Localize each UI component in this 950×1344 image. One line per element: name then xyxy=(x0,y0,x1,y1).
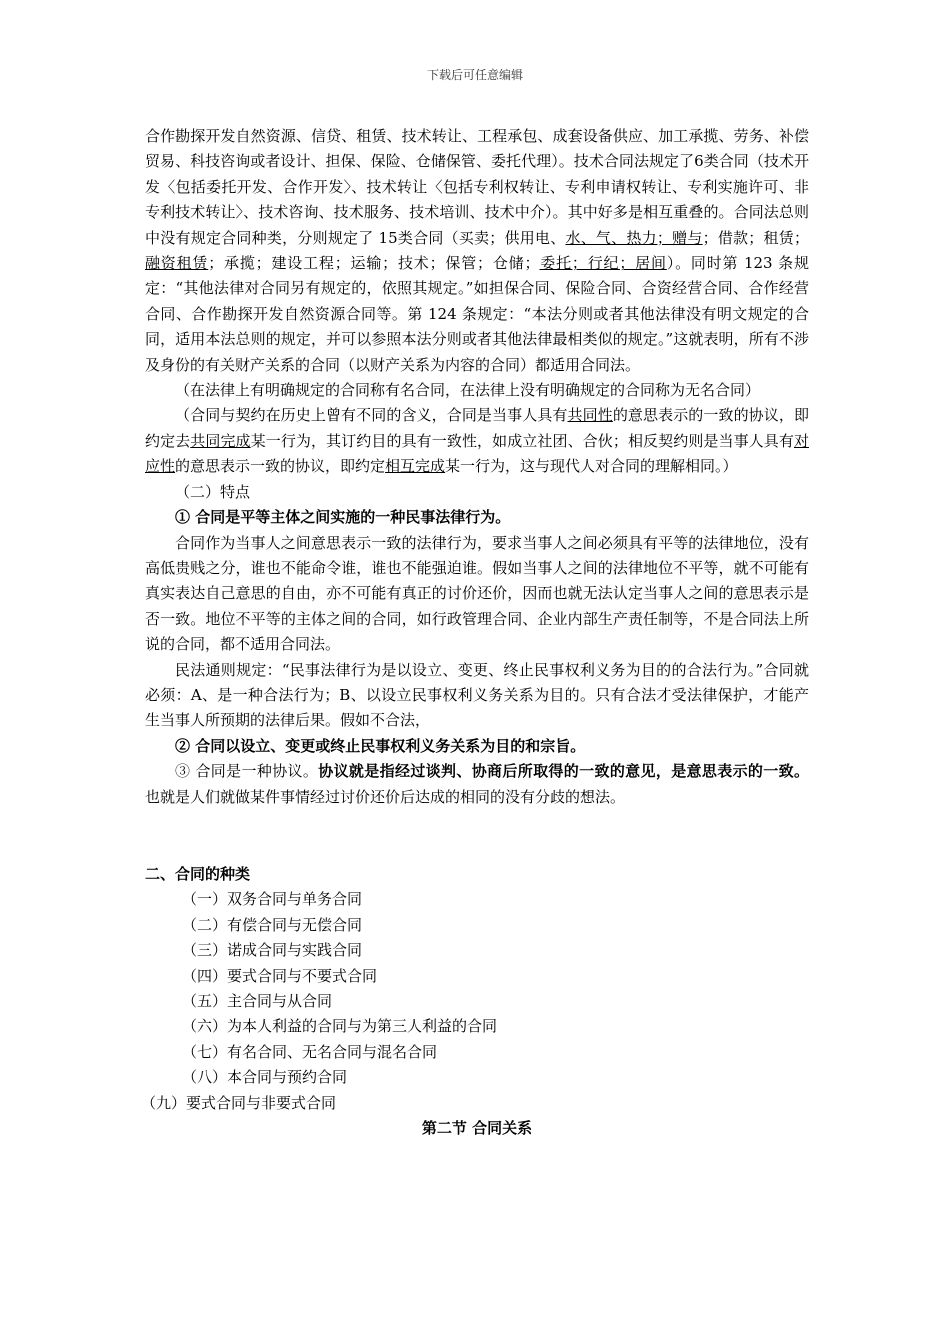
text-run: 的意思表示一致的协议，即约定 xyxy=(175,457,386,476)
paragraph-contract-vs-agreement xyxy=(145,403,809,479)
feature-2-title: ② 合同以设立、变更或终止民事权利义务关系为目的和宗旨。 xyxy=(175,736,586,755)
text-run: 某一行为，其订约目的具有一致性，如成立社团、合伙；相反契约则是当事人具有 xyxy=(250,431,794,450)
list-item: （四）要式合同与不要式合同 xyxy=(182,966,378,985)
text-run: 某一行为，这与现代人对合同的理解相同。） xyxy=(445,457,738,476)
list-item: （三）诺成合同与实践合同 xyxy=(182,941,363,960)
text-run: 的意思表示的一致的协议，即约定去 xyxy=(145,406,809,450)
paragraph-contract-categories xyxy=(145,124,809,378)
paragraph-named-contracts: （在法律上有明确规定的合同称有名合同，在法律上没有明确规定的合同称为无名合同） xyxy=(175,381,761,400)
paragraph-equal-parties: 合同作为当事人之间意思表示一致的法律行为，要求当事人之间必须具有平等的法律地位，没有高低贵贱之分，谁也不能命令谁，谁也不能强迫谁。假如当事人之间的法律地位不平等，就不可能有真实表达自己意思的自由，亦不可能有真正的讨价还价，因而也就无法认定当事人之间的意思表示是否一致。地位不平等的主体之间的合同，如行政管理合同、企业内部生产责任制等，不是合同法上所说的合同，都不适用合同法。 xyxy=(145,533,809,654)
text-run: ；借款；租赁； xyxy=(702,228,809,247)
feature-1-title: ① 合同是平等主体之间实施的一种民事法律行为。 xyxy=(175,508,511,527)
text-run: ；承揽；建设工程；运输；技术；保管；仓储； xyxy=(208,254,540,273)
text-run: 合作勘探开发自然资源、信贷、租赁、技术转让、工程承包、成套设备供应、加工承揽、劳务、补偿贸易、科技咨询或者设计、担保、保险、仓储保管、委托代理）。技术合同法规定了6类合同（技术开发〈包括委托开发、合作开发〉、技术转让〈包括专利权转让、专利申请权转让、专利实施许可、非专利技术转让〉、技术咨询、技术服务、技术培训、技术中介）。其中好多是相互重叠的。合同法总则中没有规定合同种类，分则规定了 15类合同（买卖；供用电、 xyxy=(145,127,809,247)
document-body xyxy=(141,124,809,1141)
list-item: （八）本合同与预约合同 xyxy=(182,1068,348,1087)
section-3-title: 第二节 合同关系 xyxy=(421,1119,533,1138)
spacer xyxy=(145,810,809,862)
list-item: （六）为本人利益的合同与为第三人利益的合同 xyxy=(182,1017,498,1036)
list-item: （一）双务合同与单务合同 xyxy=(182,890,363,909)
underlined-text: 委托；行纪；居间 xyxy=(539,254,667,273)
list-item: （五）主合同与从合同 xyxy=(182,992,333,1010)
text-run: ）。同时第 123 条规定：“其他法律对合同另有规定的，依照其规定。”如担保合同、保险合同、合资经营合同、合作经营合同、合作勘探开发自然资源合同等。第 124 条规定：“本法分则或者其他法律没有明文规定的合同，适用本法总则的规定，并可以参照本法分则或者其他法律最相类似的规定。”这就表明，所有不涉及身份的有关财产关系的合同（以财产关系为内容的合同）都适用合同法。 xyxy=(145,254,809,374)
text-run: 也就是人们就做某件事情经过讨价还价后达成的相同的没有分歧的想法。 xyxy=(145,787,626,806)
list-item: （二）有偿合同与无偿合同 xyxy=(182,915,363,934)
bold-text: 协议就是指经过谈判、协商后所取得的一致的意见，是意思表示的一致。 xyxy=(318,762,809,781)
underlined-text: 共同性 xyxy=(567,406,613,425)
text-run: ③ 合同是一种协议。 xyxy=(175,762,319,781)
text-run: （合同与契约在历史上曾有不同的含义，合同是当事人具有 xyxy=(175,406,568,425)
list-item: （九）要式合同与非要式合同 xyxy=(141,1093,337,1112)
underlined-text: 水、气、热力；赠与 xyxy=(565,228,703,247)
underlined-text: 共同完成 xyxy=(190,431,251,450)
section-2-title: 二、合同的种类 xyxy=(145,864,251,883)
paragraph-agreement xyxy=(145,759,809,810)
underlined-text: 相互完成 xyxy=(385,457,446,476)
list-item: （七）有名合同、无名合同与混名合同 xyxy=(182,1042,438,1061)
page-header: 下载后可任意编辑 xyxy=(426,68,523,82)
features-heading: （二）特点 xyxy=(175,482,251,501)
underlined-text: 对应性 xyxy=(145,431,809,476)
paragraph-civil-law: 民法通则规定：“民事法律行为是以设立、变更、终止民事权利义务为目的的合法行为。”合同就必须：A、是一种合法行为；B、以设立民事权利义务关系为目的。只有合法才受法律保护，才能产生当事人所预期的法律后果。假如不合法， xyxy=(145,660,809,730)
underlined-text: 融资租赁 xyxy=(145,254,209,273)
contract-types-list xyxy=(141,887,809,1116)
